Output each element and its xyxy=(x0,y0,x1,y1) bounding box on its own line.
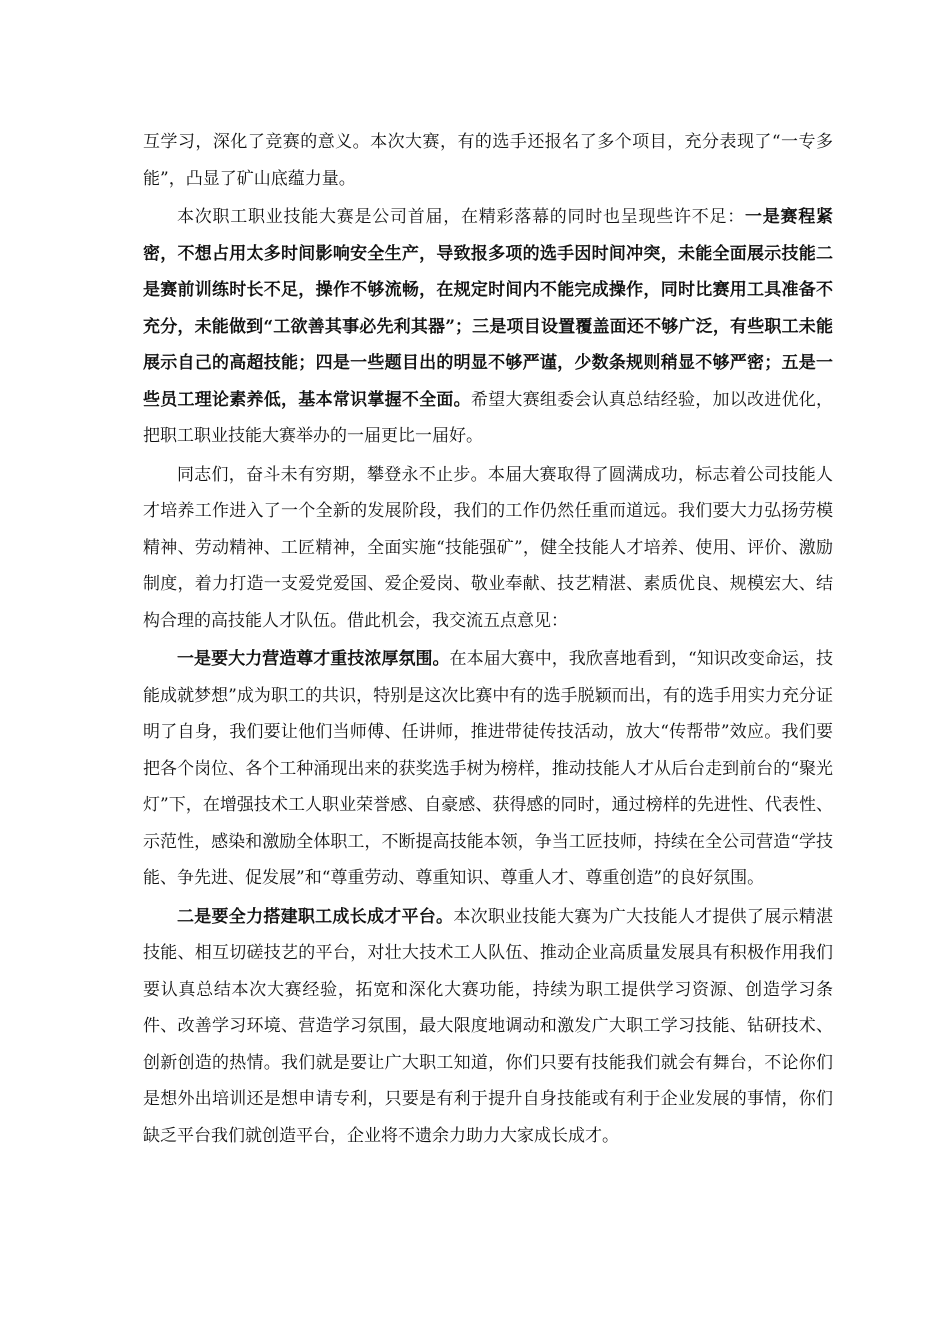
text-run: 希望大赛组委会认真总结经验，加以改进优化，把职工职业技能大赛举办的一届更比一届好。 xyxy=(143,389,834,446)
paragraph-4 xyxy=(143,641,833,897)
text-run: 同志们，奋斗未有穷期，攀登永不止步。本届大赛取得了圆满成功，标志着公司技能人才培养工作进入了一个全新的发展阶段，我们的工作仍然任重而道远。我们要大力弘扬劳模精神、劳动精神、工匠精神，全面实施“技能强矿”，健全技能人才培养、使用、评价、激励制度，着力打造一支爱党爱国、爱企爱岗、敬业奉献、技艺精湛、素质优良、规模宏大、结构合理的高技能人才队伍。借此机会，我交流五点意见： xyxy=(143,464,833,631)
text-run: 在本届大赛中，我欣喜地看到，“知识改变命运，技能成就梦想”成为职工的共识，特别是这次比赛中有的选手脱颖而出，有的选手用实力充分证明了自身，我们要让他们当师傅、任讲师，推进带徒传技活动，放大“传帮带”效应。我们要把各个岗位、各个工种涌现出来的获奖选手树为榜样，推动技能人才从后台走到前台的“聚光灯”下，在增强技术工人职业荣誉感、自豪感、获得感的同时，通过榜样的先进性、代表性、示范性，感染和激励全体职工，不断提高技能本领，争当工匠技师，持续在全公司营造“学技能、争先进、促发展”和“尊重劳动、尊重知识、尊重人才、尊重创造”的良好氛围。 xyxy=(143,649,833,888)
bold-text-run: 二是要全力搭建职工成长成才平台。 xyxy=(177,906,454,927)
paragraph-1 xyxy=(143,124,833,197)
paragraph-3 xyxy=(143,457,833,640)
text-run: 本次职业技能大赛为广大技能人才提供了展示精湛技能、相互切磋技艺的平台，对壮大技术工人队伍、推动企业高质量发展具有积极作用我们要认真总结本次大赛经验，拓宽和深化大赛功能，持续为职工提供学习资源、创造学习条件、改善学习环境、营造学习氛围，最大限度地调动和激发广大职工学习技能、钻研技术、创新创造的热情。我们就是要让广大职工知道，你们只要有技能我们就会有舞台，不论你们是想外出培训还是想申请专利，只要是有利于提升自身技能或有利于企业发展的事情，你们缺乏平台我们就创造平台，企业将不遗余力助力大家成长成才。 xyxy=(143,906,834,1146)
paragraph-5 xyxy=(143,899,833,1155)
bold-text-run: 一是赛程紧密，不想占用太多时间影响安全生产，导致报多项的选手因时间冲突，未能全面展示技能二是赛前训练时长不足，操作不够流畅，在规定时间内不能完成操作，同时比赛用工具准备不充分，未能做到“工欲善其事必先利其器”；三是项目设置覆盖面还不够广泛，有些职工未能展示自己的高超技能；四是一些题目出的明显不够严谨，少数条规则稍显不够严密；五是一些员工理论素养低，基本常识掌握不全面。 xyxy=(143,207,833,410)
text-run: 本次职工职业技能大赛是公司首届，在精彩落幕的同时也呈现些许不足： xyxy=(177,207,745,227)
text-run: 互学习，深化了竞赛的意义。本次大赛，有的选手还报名了多个项目，充分表现了“一专多能”，凸显了矿山底蕴力量。 xyxy=(143,132,833,189)
bold-text-run: 一是要大力营造尊才重技浓厚氛围。 xyxy=(177,649,450,669)
document-body xyxy=(143,124,833,1156)
paragraph-2 xyxy=(143,199,833,455)
